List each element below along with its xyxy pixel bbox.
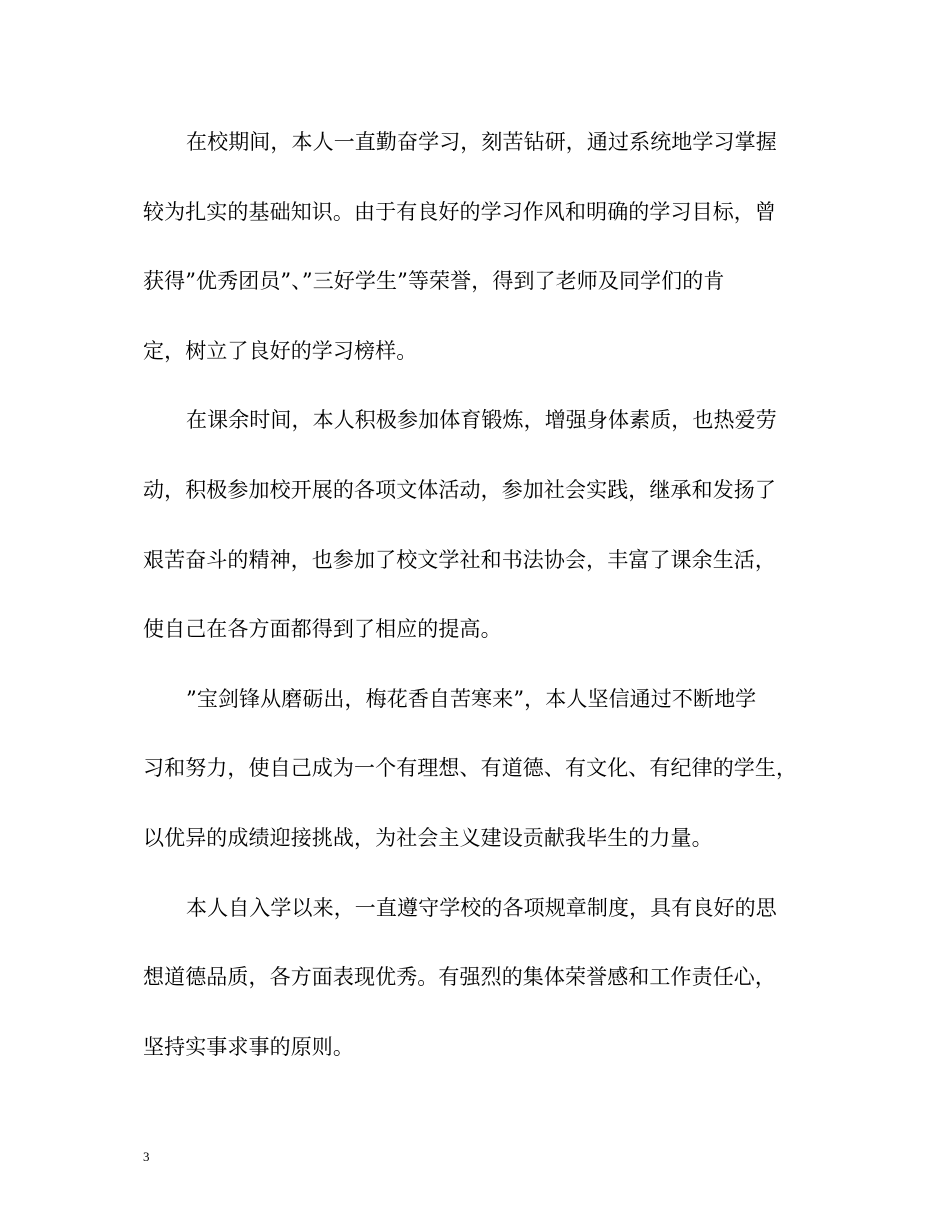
paragraph-line: 习和努力，使自己成为一个有理想、有道德、有文化、有纪律的学生， [143, 756, 798, 781]
paragraph-line: 动，积极参加校开展的各项文体活动，参加社会实践，继承和发扬了 [143, 477, 776, 502]
paragraph-line: 艰苦奋斗的精神，也参加了校文学社和书法协会，丰富了课余生活， [143, 547, 776, 572]
paragraph-line: 定，树立了良好的学习榜样。 [143, 338, 418, 363]
paragraph-line: 在课余时间，本人积极参加体育锻炼，增强身体素质，也热爱劳 [186, 408, 777, 433]
paragraph-line: 在校期间，本人一直勤奋学习，刻苦钻研，通过系统地学习掌握 [186, 130, 777, 154]
paragraph-line: 获得”优秀团员”、”三好学生”等荣誉，得到了老师及同学们的肯 [143, 269, 725, 294]
paragraph [143, 887, 813, 1096]
paragraph [143, 678, 813, 887]
paragraph-line: 较为扎实的基础知识。由于有良好的学习作风和明确的学习目标，曾 [143, 199, 776, 224]
paragraph-line: 本人自入学以来，一直遵守学校的各项规章制度，具有良好的思 [186, 895, 777, 920]
paragraph [143, 399, 813, 677]
document-body [143, 121, 813, 1095]
paragraph-line: 以优异的成绩迎接挑战，为社会主义建设贡献我毕生的力量。 [143, 825, 713, 850]
paragraph [143, 121, 813, 399]
paragraph-line: 使自己在各方面都得到了相应的提高。 [143, 617, 502, 642]
paragraph-line: ”宝剑锋从磨砺出，梅花香自苦寒来”，本人坚信通过不断地学 [186, 686, 757, 711]
page-number: 3 [143, 1149, 150, 1164]
paragraph-line: 坚持实事求事的原则。 [143, 1034, 354, 1059]
paragraph-line: 想道德品质，各方面表现优秀。有强烈的集体荣誉感和工作责任心， [143, 965, 776, 990]
